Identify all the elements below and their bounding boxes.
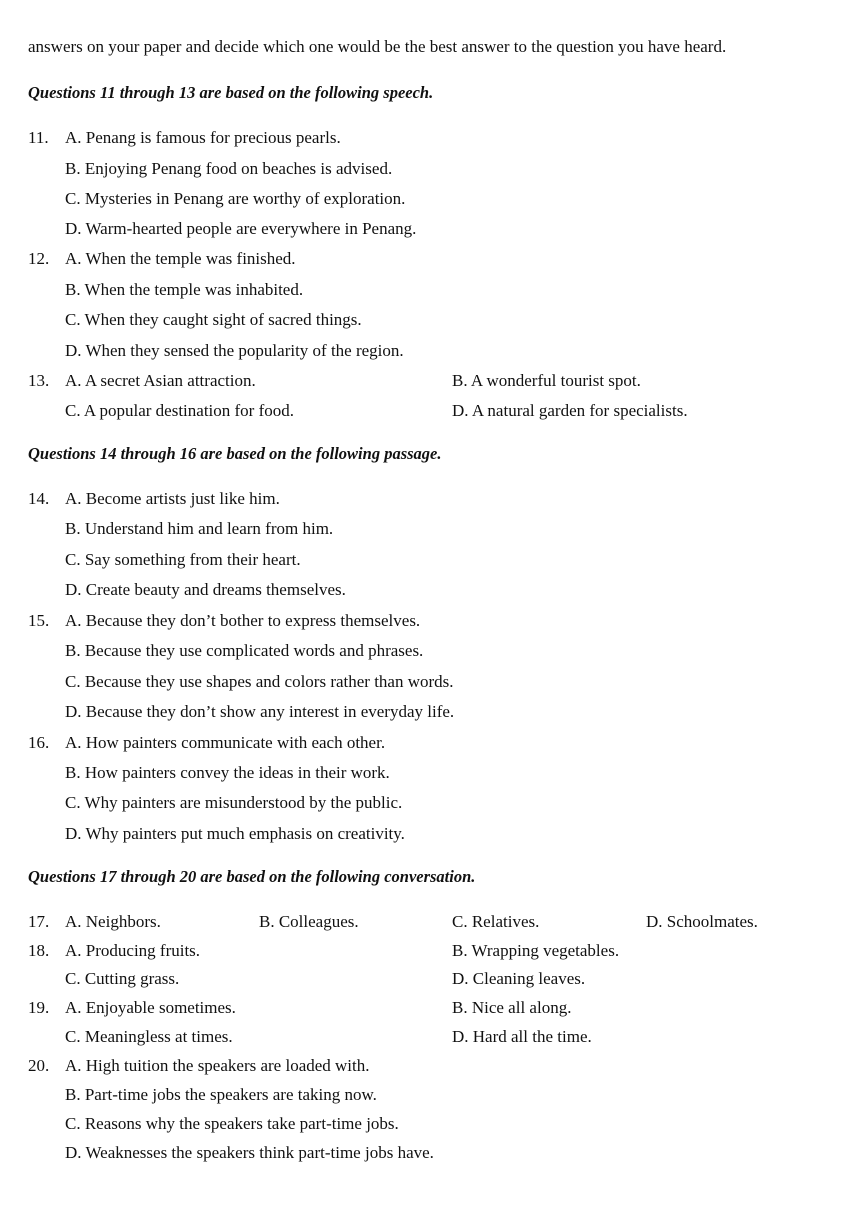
question-number: 17. bbox=[28, 912, 50, 931]
option-a: A. Neighbors. bbox=[65, 912, 161, 931]
option-a: A. Producing fruits. bbox=[65, 941, 201, 960]
option-b: B. Part-time jobs the speakers are taking now. bbox=[65, 1085, 377, 1104]
option-d: D. Weaknesses the speakers think part-time jobs have. bbox=[65, 1143, 434, 1162]
option-a: A. Enjoyable sometimes. bbox=[65, 998, 236, 1017]
option-c: C. Reasons why the speakers take part-time jobs. bbox=[65, 1114, 399, 1133]
option-b: B. Nice all along. bbox=[452, 998, 572, 1017]
question-number: 20. bbox=[28, 1056, 50, 1075]
option-a: A. High tuition the speakers are loaded with. bbox=[65, 1056, 370, 1075]
option-c: C. Relatives. bbox=[452, 912, 540, 931]
option-b: B. How painters convey the ideas in their work. bbox=[65, 763, 390, 782]
question-number: 11. bbox=[28, 128, 49, 147]
option-d: D. Warm-hearted people are everywhere in Penang. bbox=[65, 219, 417, 238]
option-c: C. Why painters are misunderstood by the public. bbox=[65, 793, 403, 812]
option-c: C. Because they use shapes and colors rather than words. bbox=[65, 672, 454, 691]
option-a: A. When the temple was finished. bbox=[65, 249, 296, 268]
option-d: D. Schoolmates. bbox=[646, 912, 758, 931]
option-d: D. Hard all the time. bbox=[452, 1027, 592, 1046]
option-c: C. Meaningless at times. bbox=[65, 1027, 233, 1046]
question-number: 16. bbox=[28, 733, 50, 752]
option-c: C. Cutting grass. bbox=[65, 969, 180, 988]
question-number: 15. bbox=[28, 611, 50, 630]
option-a: A. How painters communicate with each other. bbox=[65, 733, 386, 752]
option-c: C. Mysteries in Penang are worthy of exploration. bbox=[65, 189, 406, 208]
option-a: A. Because they don’t bother to express themselves. bbox=[65, 611, 421, 630]
option-d: D. Create beauty and dreams themselves. bbox=[65, 580, 346, 599]
question-number: 19. bbox=[28, 998, 50, 1017]
section-heading-conversation: Questions 17 through 20 are based on the following conversation. bbox=[28, 867, 476, 886]
question-number: 14. bbox=[28, 489, 50, 508]
option-b: B. A wonderful tourist spot. bbox=[452, 371, 641, 390]
option-d: D. When they sensed the popularity of the region. bbox=[65, 341, 404, 360]
option-d: D. Cleaning leaves. bbox=[452, 969, 586, 988]
section-heading-passage: Questions 14 through 16 are based on the following passage. bbox=[28, 444, 442, 463]
option-b: B. Enjoying Penang food on beaches is advised. bbox=[65, 159, 393, 178]
option-b: B. Colleagues. bbox=[259, 912, 359, 931]
question-number: 13. bbox=[28, 371, 50, 390]
option-a: A. Penang is famous for precious pearls. bbox=[65, 128, 341, 147]
option-c: C. When they caught sight of sacred things. bbox=[65, 310, 362, 329]
question-number: 12. bbox=[28, 249, 50, 268]
option-d: D. Why painters put much emphasis on creativity. bbox=[65, 824, 405, 843]
option-c: C. A popular destination for food. bbox=[65, 401, 295, 420]
option-b: B. When the temple was inhabited. bbox=[65, 280, 304, 299]
option-c: C. Say something from their heart. bbox=[65, 550, 301, 569]
option-a: A. Become artists just like him. bbox=[65, 489, 280, 508]
instructions-text: answers on your paper and decide which one would be the best answer to the question you have heard. bbox=[28, 37, 727, 56]
option-d: D. Because they don’t show any interest in everyday life. bbox=[65, 702, 455, 721]
option-b: B. Wrapping vegetables. bbox=[452, 941, 620, 960]
option-d: D. A natural garden for specialists. bbox=[452, 401, 688, 420]
question-number: 18. bbox=[28, 941, 50, 960]
option-a: A. A secret Asian attraction. bbox=[65, 371, 256, 390]
option-b: B. Understand him and learn from him. bbox=[65, 519, 334, 538]
section-heading-speech: Questions 11 through 13 are based on the following speech. bbox=[28, 83, 434, 102]
option-b: B. Because they use complicated words and phrases. bbox=[65, 641, 424, 660]
